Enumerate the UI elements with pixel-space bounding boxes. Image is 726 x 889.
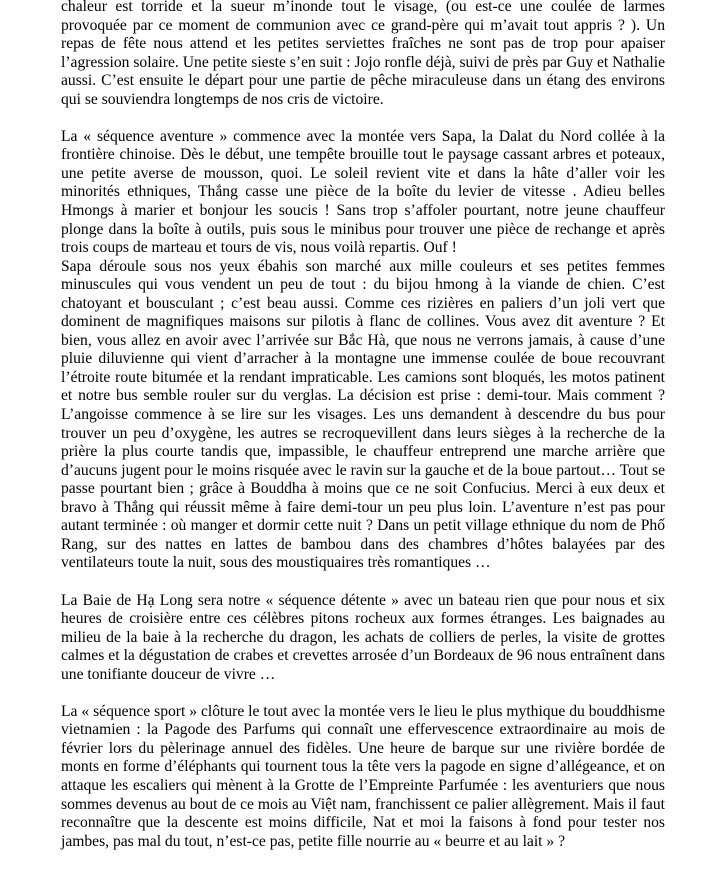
paragraph-spacer	[61, 684, 665, 703]
document-page	[61, 0, 665, 851]
paragraph-sapa: Sapa déroule sous nos yeux ébahis son marché aux mille couleurs et ses petites femmes minuscules qui vous vendent un peu de tout : du bijou hmong à la viande de chien. C’est chatoyant et bousculant ; c’est beau aussi. Comme ces rizières en paliers d’un joli vert que dominent de magnifiques maisons sur pilotis à flanc de collines. Vous avez dit aventure ? Et bien, vous allez en avoir avec l’arrivée sur Bắc Hà, que nous ne verrons jamais, à cause d’une pluie diluvienne qui vient d’arracher à la montagne une immense coulée de boue recouvrant l’étroite route bitumée et la rendant impraticable. Les camions sont bloqués, les motos patinent et notre bus semble rouler sur du verglas. La décision est prise : demi-tour. Mais comment ? L’angoisse commence à se lire sur les visages. Les uns demandent à descendre du bus pour trouver un peu d’oxygène, les autres se recroquevillent dans leurs sièges à la recherche de la prière la plus courte tandis que, impassible, le chauffeur entreprend une marche arrière que d’aucuns jugent pour le moins risquée avec le ravin sur la gauche et de la boue partout… Tout se passe pourtant bien ; grâce à Bouddha à moins que ce ne soit Confucius. Merci à eux deux et bravo à Thắng qui réussit même à faire demi-tour un peu plus loin. L’aventure n’est pas pour autant terminée : où manger et dormir cette nuit ? Dans un petit village ethnique du nom de Phố Rang, sur des nattes en lattes de bambou dans des chambres d’hôtes balayées par des ventilateurs toute la nuit, sous des moustiquaires très romantiques …	[61, 257, 665, 572]
paragraph-baie-ha-long: La Baie de Hạ Long sera notre « séquence détente » avec un bateau rien que pour nous et six heures de croisière entre ces célèbres pitons rocheux aux formes étranges. Les baignades au milieu de la baie à la recherche du dragon, les achats de colliers de perles, la visite de grottes calmes et la dégustation de crabes et crevettes arrosée d’un Bordeaux de 96 nous entraînent dans une tonifiante douceur de vivre …	[61, 591, 665, 683]
paragraph-sequence-sport: La « séquence sport » clôture le tout avec la montée vers le lieu le plus mythique du bouddhisme vietnamien : la Pagode des Parfums qui connaît une effervescence extraordinaire au mois de février lors du pèlerinage annuel des fidèles. Une heure de barque sur une rivière bordée de monts en forme d’éléphants qui tournent tous la tête vers la pagode en signe d’allégeance, et on attaque les escaliers qui mènent à la Grotte de l’Empreinte Parfumée : les aventuriers que nous sommes devenus au bout de ce mois au Việt nam, franchissent ce palier allègrement. Mais il faut reconnaître que la descente est moins difficile, Nat et moi la faisons à fond pour tester nos jambes, pas mal du tout, n’est-ce pas, petite fille nourrie au « beurre et au lait » ?	[61, 702, 665, 850]
paragraph-spacer	[61, 109, 665, 128]
paragraph-chaleur: chaleur est torride et la sueur m’inonde tout le visage, (ou est-ce une coulée de larmes provoquée par ce moment de communion avec ce grand-père qui m’avait tout appris ? ). Un repas de fête nous attend et les petites serviettes fraîches ne sont pas de trop pour apaiser l’agression solaire. Une petite sieste s’en suit : Jojo ronfle déjà, suivi de près par Guy et Nathalie aussi. C’est ensuite le départ pour une partie de pêche miraculeuse dans un étang des environs qui se souviendra longtemps de nos cris de victoire.	[61, 0, 665, 108]
paragraph-spacer	[61, 573, 665, 592]
paragraph-sequence-aventure: La « séquence aventure » commence avec la montée vers Sapa, la Dalat du Nord collée à la frontière chinoise. Dès le début, une tempête brouille tout le paysage cassant arbres et poteaux, une petite averse de mousson, quoi. Le soleil revient vite et dans la hâte d’aller voir les minorités ethniques, Thắng casse une pièce de la boîte du levier de vitesse . Adieu belles Hmongs à marier et bonjour les soucis ! Sans trop s’affoler pourtant, notre jeune chauffeur plonge dans la boîte à outils, puis sous le minibus pour trouver une pièce de rechange et après trois coups de marteau et tours de vis, nous voilà repartis. Ouf !	[61, 127, 665, 257]
